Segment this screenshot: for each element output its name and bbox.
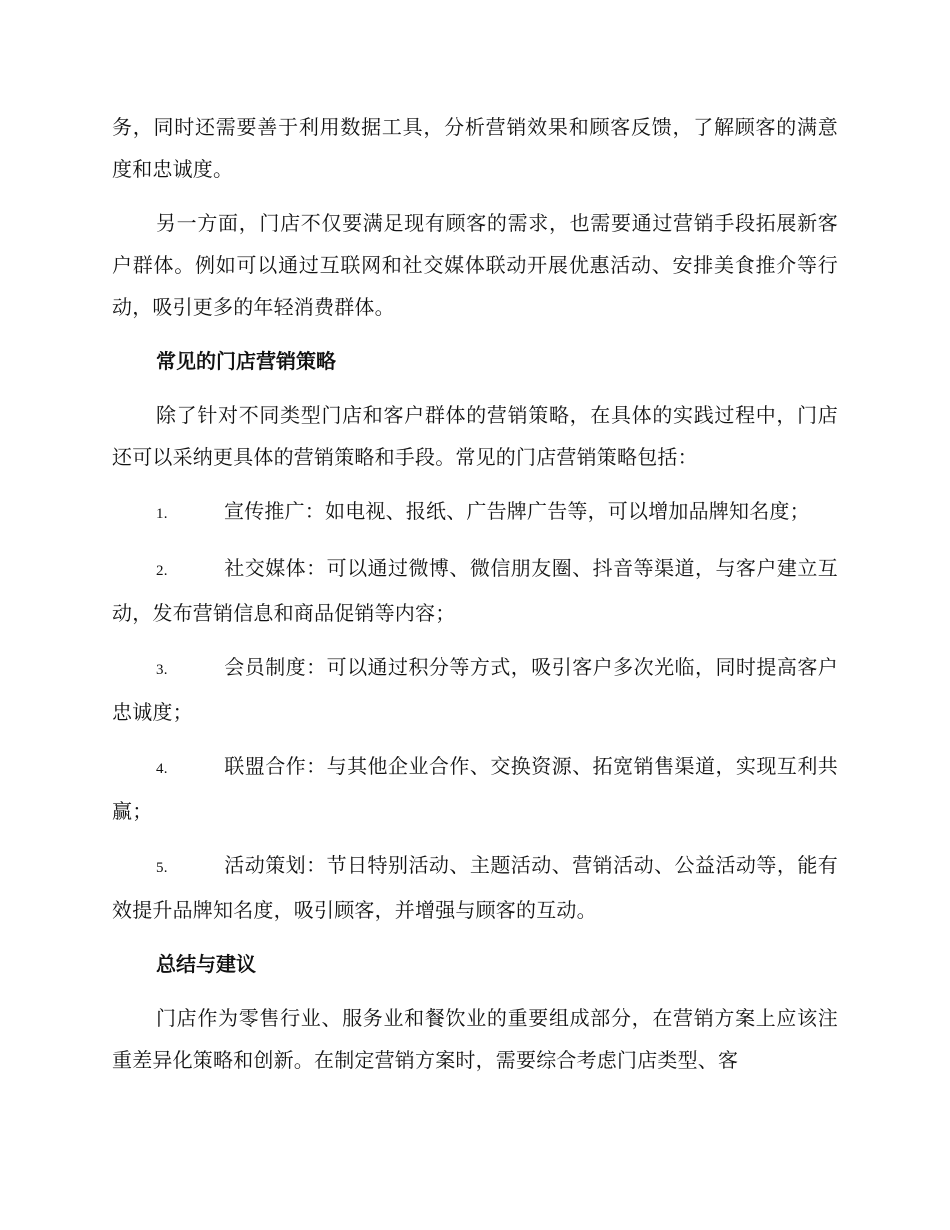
list-item-number: 4. bbox=[156, 761, 168, 777]
document-body bbox=[112, 106, 838, 1093]
section-heading-strategies: 常见的门店营销策略 bbox=[156, 349, 336, 373]
paragraph-strategies-intro: 除了针对不同类型门店和客户群体的营销策略，在具体的实践过程中，门店还可以采纳更具体的营销策略和手段。常见的门店营销策略包括： bbox=[112, 403, 838, 469]
list-item bbox=[112, 745, 838, 832]
paragraph-continued: 务，同时还需要善于利用数据工具，分析营销效果和顾客反馈，了解顾客的满意度和忠诚度。 bbox=[112, 115, 838, 181]
list-item-number: 2. bbox=[156, 563, 168, 579]
paragraph-new-customers: 另一方面，门店不仅要满足现有顾客的需求，也需要通过营销手段拓展新客户群体。例如可以通过互联网和社交媒体联动开展优惠活动、安排美食推介等行动，吸引更多的年轻消费群体。 bbox=[112, 211, 838, 319]
list-item bbox=[112, 844, 838, 931]
list-item-text: 社交媒体：可以通过微博、微信朋友圈、抖音等渠道，与客户建立互动，发布营销信息和商品促销等内容； bbox=[112, 556, 838, 625]
section-heading-summary: 总结与建议 bbox=[156, 952, 256, 976]
list-item bbox=[112, 490, 838, 535]
list-item-number: 5. bbox=[156, 860, 168, 876]
list-item-number: 1. bbox=[156, 506, 168, 522]
list-item-text: 宣传推广：如电视、报纸、广告牌广告等，可以增加品牌知名度； bbox=[224, 499, 810, 523]
strategy-list bbox=[112, 490, 838, 931]
list-item-text: 活动策划：节日特别活动、主题活动、营销活动、公益活动等，能有效提升品牌知名度，吸引顾客，并增强与顾客的互动。 bbox=[112, 853, 838, 922]
list-item-text: 会员制度：可以通过积分等方式，吸引客户多次光临，同时提高客户忠诚度； bbox=[112, 655, 838, 724]
list-item bbox=[112, 547, 838, 634]
list-item bbox=[112, 646, 838, 733]
paragraph-summary: 门店作为零售行业、服务业和餐饮业的重要组成部分，在营销方案上应该注重差异化策略和创新。在制定营销方案时，需要综合考虑门店类型、客 bbox=[112, 1006, 838, 1072]
list-item-number: 3. bbox=[156, 662, 168, 678]
list-item-text: 联盟合作：与其他企业合作、交换资源、拓宽销售渠道，实现互利共赢； bbox=[112, 754, 838, 823]
